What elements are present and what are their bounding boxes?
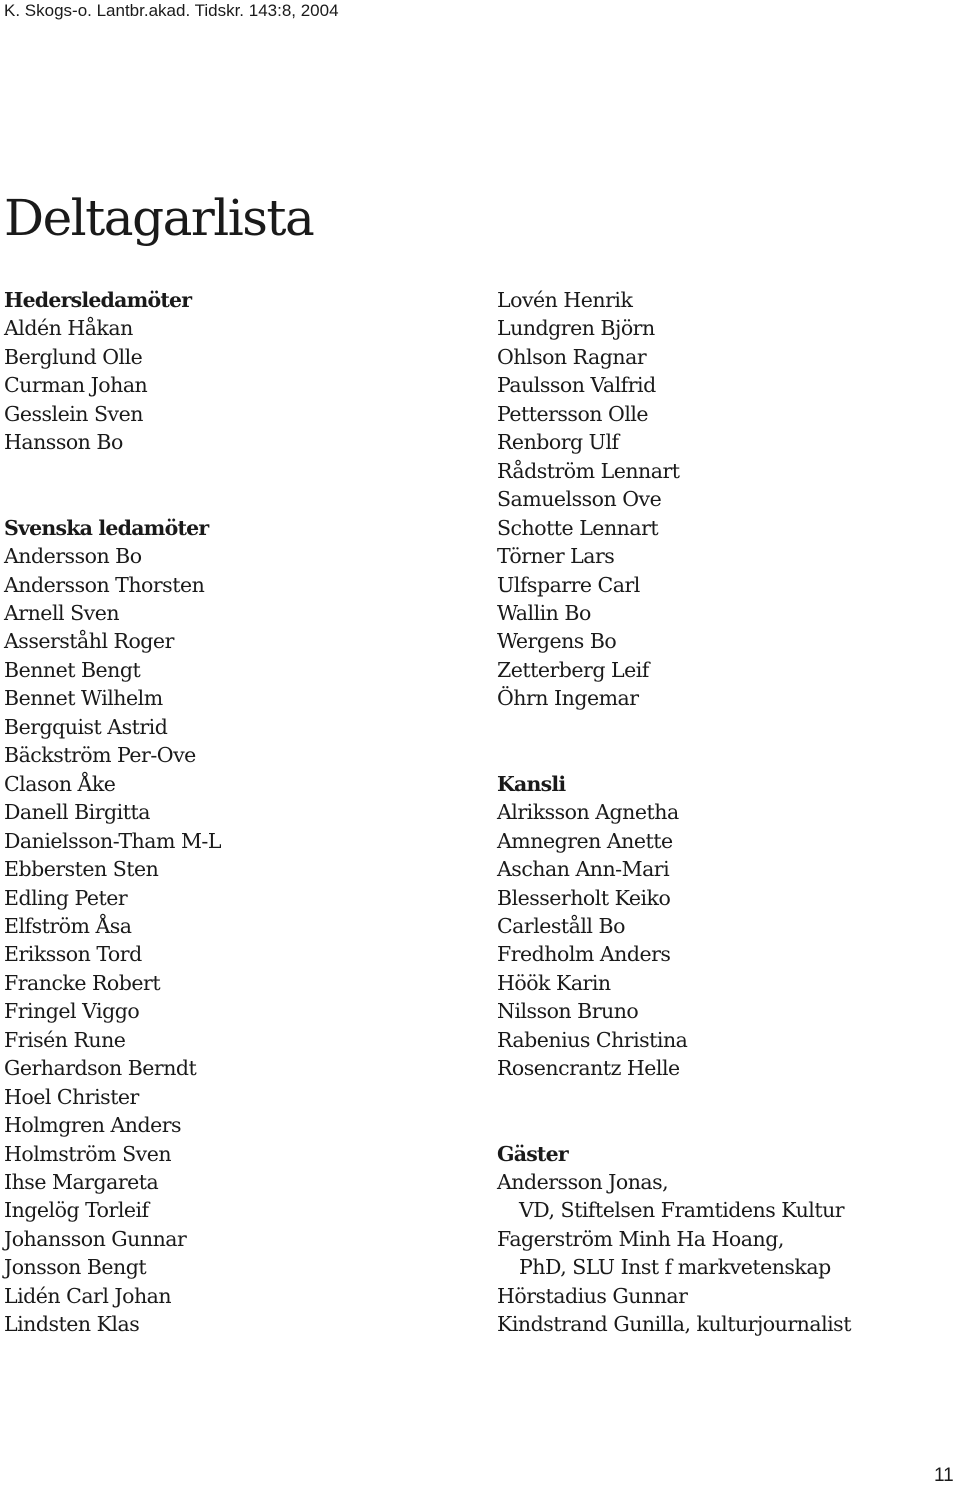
member-name: Clason Åke (4, 771, 116, 796)
section-spacer (497, 1083, 851, 1140)
left-column (4, 286, 221, 1339)
staff-name: Carleståll Bo (497, 913, 625, 938)
section-svenska-ledamoter (4, 514, 221, 1339)
staff-name: Fredholm Anders (497, 942, 671, 967)
member-name: Berglund Olle (4, 344, 143, 369)
member-name: Hoel Christer (4, 1084, 139, 1109)
member-name: Paulsson Valfrid (497, 373, 656, 398)
member-name: Ulfsparre Carl (497, 572, 640, 597)
staff-name: Alriksson Agnetha (497, 800, 679, 825)
member-name: Lovén Henrik (497, 288, 633, 312)
guest-name: Fagerström Minh Ha Hoang, (497, 1226, 784, 1251)
member-name: Francke Robert (4, 970, 161, 995)
member-name: Curman Johan (4, 373, 148, 398)
section-hedersledamoter (4, 286, 221, 457)
guest-affiliation: PhD, SLU Inst f markvetenskap (519, 1255, 831, 1280)
guest-name: Andersson Jonas, (497, 1170, 669, 1195)
section-spacer (4, 457, 221, 514)
member-name: Bennet Bengt (4, 657, 141, 682)
page-title: Deltagarlista (4, 189, 314, 247)
guest-name: Hörstadius Gunnar (497, 1283, 688, 1308)
member-name: Johansson Gunnar (4, 1226, 187, 1251)
member-name: Elfström Åsa (4, 913, 132, 938)
guest-affiliation: VD, Stiftelsen Framtidens Kultur (519, 1198, 845, 1223)
member-name: Ohlson Ragnar (497, 344, 647, 369)
member-name: Gerhardson Berndt (4, 1056, 197, 1081)
guest-name: Kindstrand Gunilla, kulturjournalist (497, 1312, 851, 1337)
member-name: Ihse Margareta (4, 1170, 159, 1195)
section-heading-hedersledamoter: Hedersledamöter (4, 288, 192, 312)
member-name: Wallin Bo (497, 600, 591, 625)
member-name: Bergquist Astrid (4, 714, 168, 739)
staff-name: Rosencrantz Helle (497, 1056, 680, 1081)
staff-name: Blesserholt Keiko (497, 885, 671, 910)
member-name: Asserståhl Roger (4, 629, 174, 654)
member-name: Aldén Håkan (4, 316, 133, 341)
member-name: Danielsson-Tham M-L (4, 828, 221, 853)
member-name: Samuelsson Ove (497, 487, 662, 512)
member-name: Bäckström Per-Ove (4, 743, 196, 768)
member-name: Rådström Lennart (497, 458, 680, 483)
member-name: Ebbersten Sten (4, 857, 159, 882)
member-name: Hansson Bo (4, 430, 123, 455)
staff-name: Aschan Ann-Mari (497, 857, 670, 882)
right-column (497, 286, 851, 1339)
member-name: Arnell Sven (4, 600, 120, 625)
running-head: K. Skogs-o. Lantbr.akad. Tidskr. 143:8, 2004 (4, 1, 339, 20)
member-name: Öhrn Ingemar (497, 686, 639, 711)
member-name: Frisén Rune (4, 1027, 126, 1052)
section-heading-gaster: Gäster (497, 1141, 568, 1166)
member-name: Bennet Wilhelm (4, 686, 163, 711)
member-name: Lidén Carl Johan (4, 1283, 172, 1308)
member-name: Schotte Lennart (497, 515, 659, 540)
staff-name: Höök Karin (497, 970, 611, 995)
section-kansli (497, 770, 851, 1083)
page-number: 11 (934, 1465, 954, 1486)
section-spacer (497, 713, 851, 770)
member-name: Jonsson Bengt (4, 1255, 147, 1280)
staff-name: Rabenius Christina (497, 1027, 688, 1052)
section-svenska-ledamoter-continued (497, 286, 851, 713)
member-name: Lundgren Björn (497, 316, 655, 341)
member-name: Danell Birgitta (4, 800, 150, 825)
member-name: Andersson Thorsten (4, 572, 205, 597)
member-name: Ingelög Torleif (4, 1198, 149, 1223)
section-heading-kansli: Kansli (497, 771, 566, 796)
staff-name: Amnegren Anette (497, 828, 673, 853)
member-name: Wergens Bo (497, 629, 617, 654)
member-name: Zetterberg Leif (497, 657, 649, 682)
member-name: Renborg Ulf (497, 430, 619, 455)
member-name: Gesslein Sven (4, 401, 143, 426)
member-name: Lindsten Klas (4, 1312, 140, 1337)
member-name: Holmström Sven (4, 1141, 172, 1166)
member-name: Eriksson Tord (4, 942, 142, 967)
staff-name: Nilsson Bruno (497, 999, 639, 1024)
member-name: Edling Peter (4, 885, 128, 910)
member-name: Andersson Bo (4, 544, 142, 569)
member-name: Törner Lars (497, 544, 615, 569)
section-heading-svenska-ledamoter: Svenska ledamöter (4, 515, 209, 540)
member-name: Fringel Viggo (4, 999, 140, 1024)
section-gaster (497, 1140, 851, 1339)
member-name: Holmgren Anders (4, 1113, 182, 1138)
member-name: Pettersson Olle (497, 401, 649, 426)
